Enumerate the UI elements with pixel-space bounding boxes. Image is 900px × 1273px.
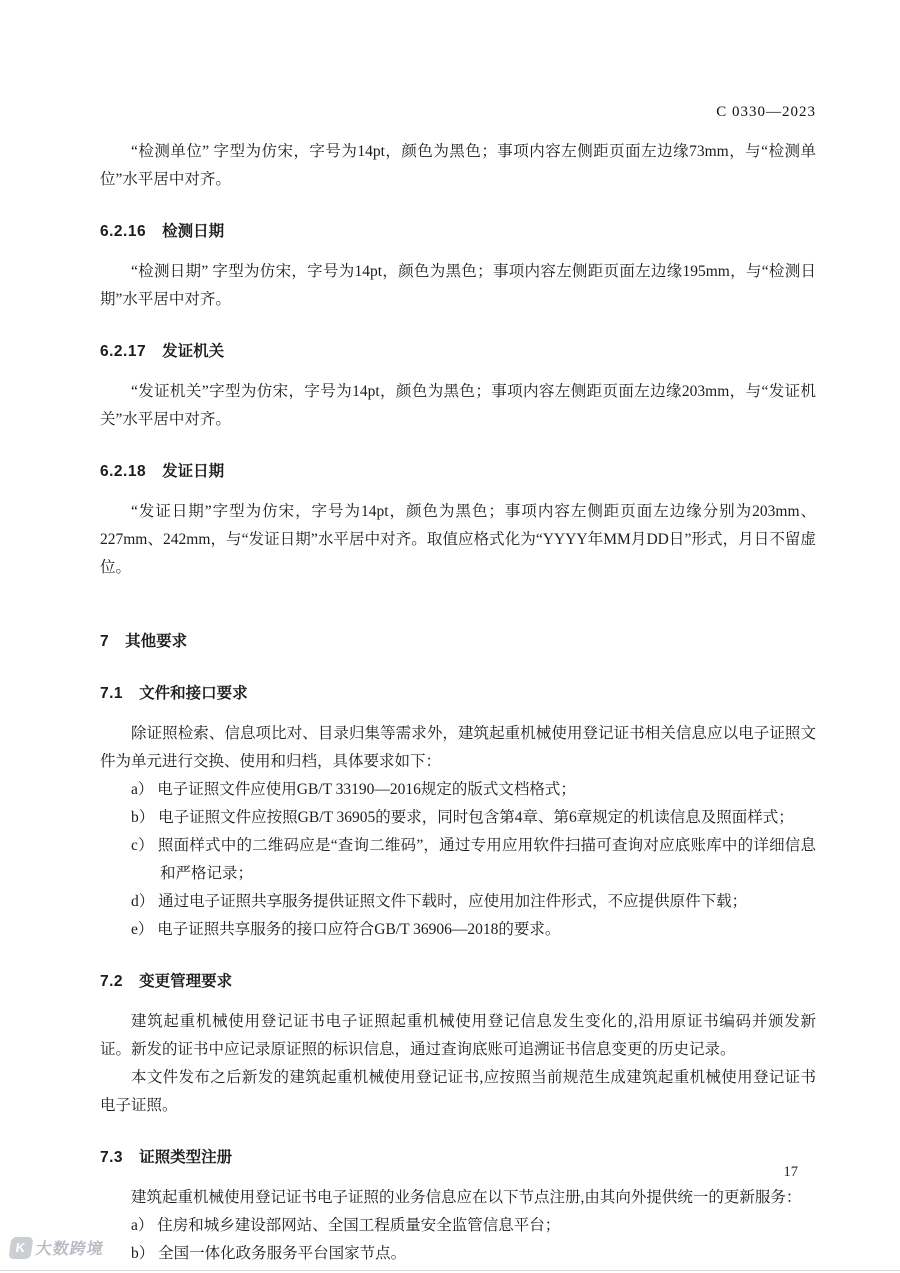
chapter-title: 其他要求 (125, 633, 188, 650)
watermark-logo-icon: K (8, 1237, 33, 1259)
list-item: d） 通过电子证照共享服务提供证照文件下载时，应使用加注件形式，不应提供原件下载； (131, 893, 748, 910)
section-heading-7-1 (100, 680, 816, 708)
section-heading-6-2-18 (100, 458, 816, 486)
chapter-number: 7 (100, 633, 110, 650)
section-heading-6-2-16 (100, 218, 816, 246)
chapter-heading-7 (100, 628, 816, 656)
paragraph: “发证日期”字型为仿宋，字号为14pt，颜色为黑色；事项内容左侧距页面左边缘分别为203mm、227mm、242mm，与“发证日期”水平居中对齐。取值应格式化为“YYYY年MM月DD日”形式，月日不留虚位。 (100, 503, 816, 576)
section-heading-7-2 (100, 968, 816, 996)
section-number: 7.2 (100, 973, 124, 990)
section-heading-7-3 (100, 1144, 816, 1172)
doc-code: C 0330—2023 (716, 104, 816, 120)
list-item: c） 照面样式中的二维码应是“查询二维码”，通过专用应用软件扫描可查询对应底账库中的详细信息和严格记录； (131, 837, 816, 882)
list-item: b） 全国一体化政务服务平台国家节点。 (131, 1245, 407, 1262)
list-item: a） 电子证照文件应使用GB/T 33190—2016规定的版式文档格式； (131, 781, 576, 798)
paragraph: 除证照检索、信息项比对、目录归集等需求外，建筑起重机械使用登记证书相关信息应以电子证照文件为单元进行交换、使用和归档，具体要求如下： (100, 725, 816, 770)
section-number: 6.2.18 (100, 463, 147, 480)
list-item: b） 电子证照文件应按照GB/T 36905的要求，同时包含第4章、第6章规定的机读信息及照面样式； (131, 809, 794, 826)
paragraph: 建筑起重机械使用登记证书电子证照起重机械使用登记信息发生变化的,沿用原证书编码并颁发新证。新发的证书中应记录原证照的标识信息，通过查询底账可追溯证书信息变更的历史记录。 (100, 1013, 816, 1058)
section-title: 检测日期 (162, 223, 225, 240)
section-number: 7.3 (100, 1149, 124, 1166)
paragraph: 建筑起重机械使用登记证书电子证照的业务信息应在以下节点注册,由其向外提供统一的更新服务： (131, 1189, 802, 1206)
section-title: 文件和接口要求 (139, 685, 248, 702)
section-number: 7.1 (100, 685, 124, 702)
section-number: 6.2.16 (100, 223, 147, 240)
page-number: 17 (783, 1164, 798, 1180)
paragraph: “检测单位” 字型为仿宋，字号为14pt，颜色为黑色；事项内容左侧距页面左边缘73mm，与“检测单位”水平居中对齐。 (100, 143, 816, 188)
section-title: 发证日期 (162, 463, 225, 480)
list-item: e） 电子证照共享服务的接口应符合GB/T 36906—2018的要求。 (131, 921, 561, 938)
paragraph: “发证机关”字型为仿宋，字号为14pt，颜色为黑色；事项内容左侧距页面左边缘203mm，与“发证机关”水平居中对齐。 (100, 383, 816, 428)
list-item: a） 住房和城乡建设部网站、全国工程质量安全监管信息平台； (131, 1217, 561, 1234)
section-number: 6.2.17 (100, 343, 147, 360)
watermark (8, 1236, 105, 1259)
section-title: 证照类型注册 (139, 1149, 233, 1166)
paragraph: “检测日期” 字型为仿宋，字号为14pt，颜色为黑色；事项内容左侧距页面左边缘195mm，与“检测日期”水平居中对齐。 (100, 263, 816, 308)
watermark-text: 大数跨境 (34, 1241, 105, 1258)
document-content (100, 138, 816, 1268)
section-heading-6-2-17 (100, 338, 816, 366)
page-bottom-divider (0, 1270, 900, 1271)
section-title: 发证机关 (162, 343, 225, 360)
paragraph: 本文件发布之后新发的建筑起重机械使用登记证书,应按照当前规范生成建筑起重机械使用登记证书电子证照。 (100, 1069, 816, 1114)
section-title: 变更管理要求 (139, 973, 233, 990)
